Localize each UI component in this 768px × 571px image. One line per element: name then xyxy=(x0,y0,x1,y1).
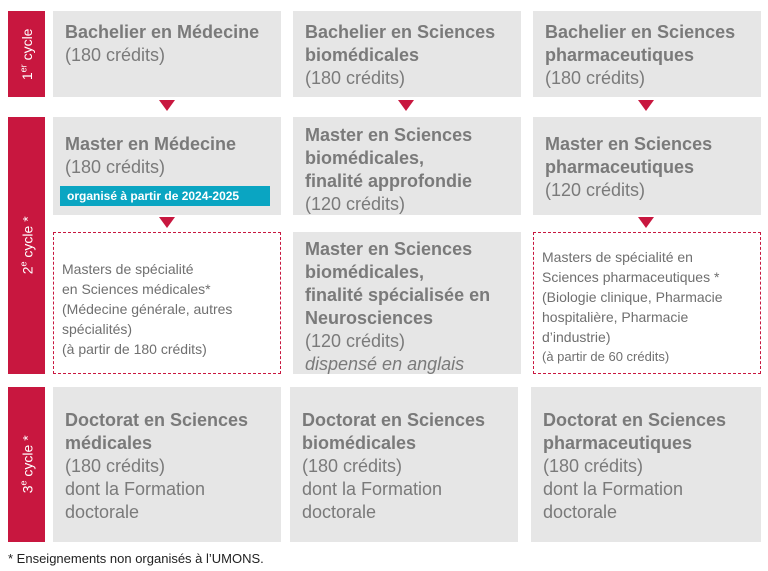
doctorate-medical-box xyxy=(53,387,281,542)
master-pharma-line-1: Master en Sciences xyxy=(545,134,713,154)
specialty-pharma-line-6: (à partir de 60 crédits) xyxy=(542,349,670,364)
specialty-pharma-box xyxy=(533,232,761,374)
doctorate-medical-title-2: médicales xyxy=(65,433,153,453)
master-pharma-line-2: pharmaceutiques xyxy=(545,157,695,177)
master-biomedical-deep-credits: (120 crédits) xyxy=(305,194,406,214)
doctorate-biomedical-title-2: biomédicales xyxy=(302,433,417,453)
specialty-medicine-line-4: spécialités) xyxy=(62,321,133,337)
specialty-pharma-line-5: d’industrie) xyxy=(542,329,611,345)
doctorate-pharma-title-2: pharmaceutiques xyxy=(543,433,693,453)
bachelor-biomedical-credits: (180 crédits) xyxy=(305,68,406,88)
doctorate-pharma-formation-2: doctorale xyxy=(543,502,618,522)
bachelor-biomedical-box xyxy=(293,11,521,97)
cycle-2-label: 2e cycle * xyxy=(18,216,35,275)
bachelor-medicine-credits: (180 crédits) xyxy=(65,45,166,65)
cycle-1-bar xyxy=(8,11,45,97)
arrow-down-icon xyxy=(638,217,654,228)
cycle-2-bar xyxy=(8,117,45,374)
cycle-3-label: 3e cycle * xyxy=(18,435,35,494)
doctorate-pharma-credits: (180 crédits) xyxy=(543,456,644,476)
master-neuro-line-3: finalité spécialisée en xyxy=(305,285,491,305)
master-neuro-note: dispensé en anglais xyxy=(305,354,465,374)
doctorate-pharma-box xyxy=(531,387,761,542)
arrow-down-icon xyxy=(398,100,414,111)
specialty-medicine-line-3: (Médecine générale, autres xyxy=(62,301,233,317)
master-neuro-line-1: Master en Sciences xyxy=(305,239,473,259)
master-biomedical-deep-line-3: finalité approfondie xyxy=(305,171,473,191)
specialty-pharma-line-3: (Biologie clinique, Pharmacie xyxy=(542,289,723,305)
specialty-pharma-line-4: hospitalière, Pharmacie xyxy=(542,309,689,325)
doctorate-medical-title-1: Doctorat en Sciences xyxy=(65,410,249,430)
bachelor-biomedical-title-2: biomédicales xyxy=(305,45,420,65)
bachelor-pharma-credits: (180 crédits) xyxy=(545,68,646,88)
bachelor-medicine-box xyxy=(53,11,281,97)
bachelor-medicine-title: Bachelier en Médecine xyxy=(65,22,260,42)
master-biomedical-deep-box xyxy=(293,117,521,215)
bachelor-pharma-title-2: pharmaceutiques xyxy=(545,45,695,65)
doctorate-biomedical-title-1: Doctorat en Sciences xyxy=(302,410,486,430)
bachelor-pharma-box xyxy=(533,11,761,97)
doctorate-biomedical-box xyxy=(290,387,518,542)
arrow-down-icon xyxy=(159,217,175,228)
footnote: * Enseignements non organisés à l’UMONS. xyxy=(8,551,264,566)
master-pharma-box xyxy=(533,117,761,215)
doctorate-medical-credits: (180 crédits) xyxy=(65,456,166,476)
specialty-medicine-line-5: (à partir de 180 crédits) xyxy=(62,341,207,357)
master-medicine-credits: (180 crédits) xyxy=(65,157,166,177)
master-biomedical-neuro-box xyxy=(293,232,521,374)
doctorate-medical-formation-1: dont la Formation xyxy=(65,479,206,499)
cycle-3-bar xyxy=(8,387,45,542)
doctorate-pharma-title-1: Doctorat en Sciences xyxy=(543,410,727,430)
bachelor-pharma-title-1: Bachelier en Sciences xyxy=(545,22,736,42)
arrow-down-icon xyxy=(159,100,175,111)
doctorate-biomedical-credits: (180 crédits) xyxy=(302,456,403,476)
master-medicine-badge: organisé à partir de 2024-2025 xyxy=(60,186,270,206)
doctorate-biomedical-formation-1: dont la Formation xyxy=(302,479,443,499)
specialty-medicine-line-2: en Sciences médicales* xyxy=(62,281,211,297)
master-biomedical-deep-line-1: Master en Sciences xyxy=(305,125,473,145)
specialty-medicine-box xyxy=(53,232,281,374)
specialty-medicine-line-1: Masters de spécialité xyxy=(62,261,194,277)
specialty-pharma-line-2: Sciences pharmaceutiques * xyxy=(542,269,720,285)
doctorate-pharma-formation-1: dont la Formation xyxy=(543,479,684,499)
doctorate-medical-formation-2: doctorale xyxy=(65,502,140,522)
bachelor-biomedical-title-1: Bachelier en Sciences xyxy=(305,22,496,42)
cycle-1-label: 1er cycle xyxy=(18,28,35,80)
specialty-pharma-line-1: Masters de spécialité en xyxy=(542,249,693,265)
master-neuro-line-4: Neurosciences xyxy=(305,308,434,328)
doctorate-biomedical-formation-2: doctorale xyxy=(302,502,377,522)
master-biomedical-deep-line-2: biomédicales, xyxy=(305,148,425,168)
master-medicine-title: Master en Médecine xyxy=(65,134,237,154)
master-pharma-credits: (120 crédits) xyxy=(545,180,646,200)
master-neuro-credits: (120 crédits) xyxy=(305,331,406,351)
master-neuro-line-2: biomédicales, xyxy=(305,262,425,282)
arrow-down-icon xyxy=(638,100,654,111)
